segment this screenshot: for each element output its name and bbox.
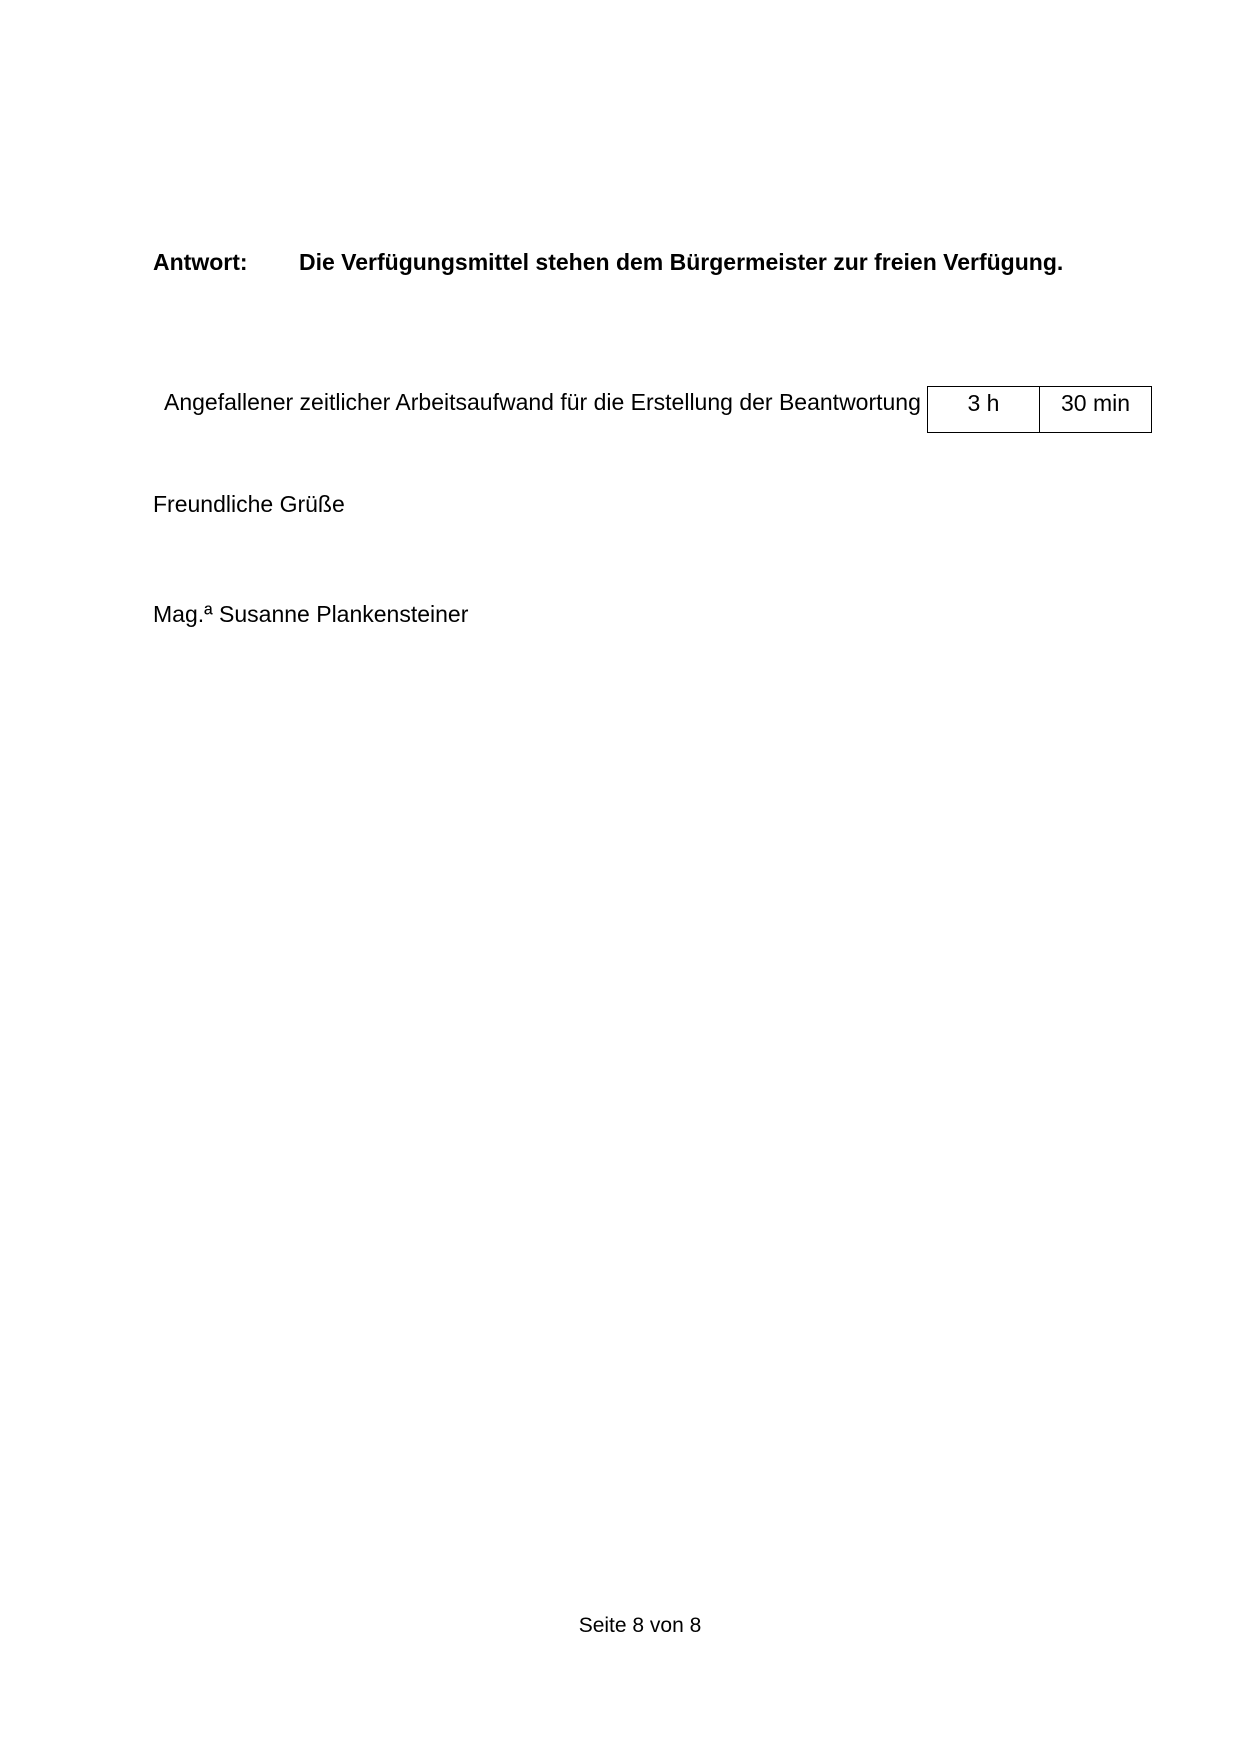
page-footer: Seite 8 von 8 — [578, 1614, 702, 1637]
answer-label: Antwort: — [153, 249, 248, 275]
effort-hours: 3 h — [967, 390, 1000, 416]
effort-minutes-cell — [1040, 387, 1152, 433]
effort-hours-cell — [928, 387, 1040, 433]
closing-greeting: Freundliche Grüße — [153, 491, 345, 517]
signature-name: Mag.ª Susanne Plankensteiner — [153, 601, 469, 627]
effort-minutes: 30 min — [1060, 390, 1131, 416]
effort-label: Angefallener zeitlicher Arbeitsaufwand für die Erstellung der Beantwortung — [164, 389, 921, 415]
answer-text: Die Verfügungsmittel stehen dem Bürgermeister zur freien Verfügung. — [299, 249, 1064, 275]
effort-table — [927, 386, 1152, 433]
effort-row — [928, 387, 1152, 433]
